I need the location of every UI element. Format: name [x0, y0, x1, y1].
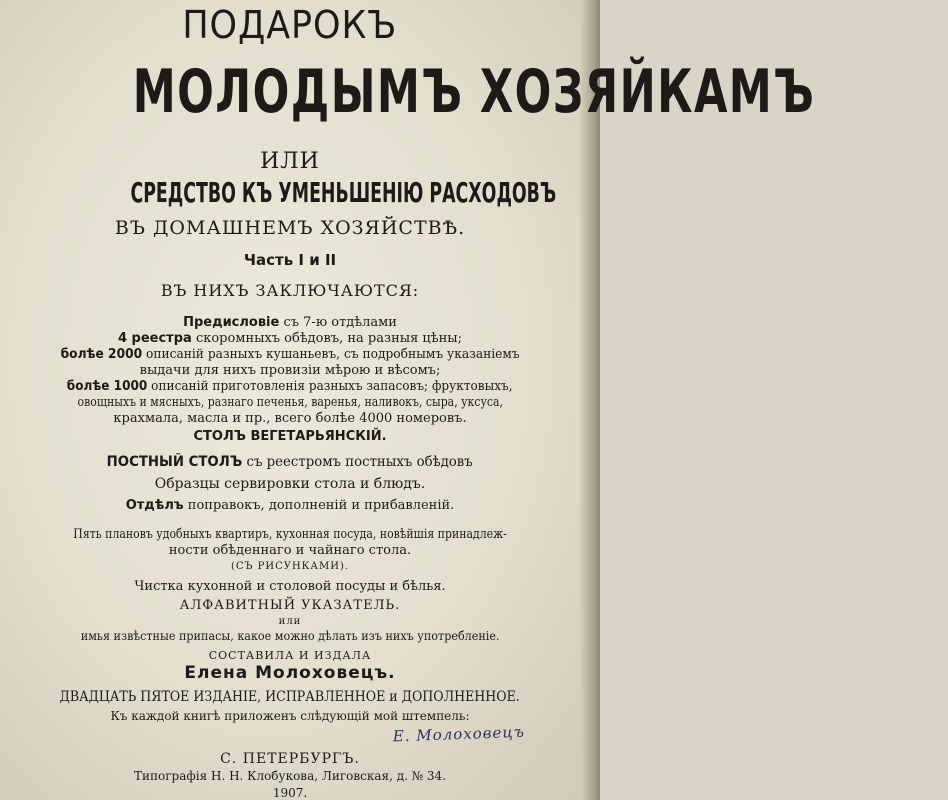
author-name: Елена Молоховецъ.: [184, 663, 396, 683]
title-line-3: СРЕДСТВО КЪ УМЕНЬШЕНІЮ РАСХОДОВЪ: [130, 176, 557, 209]
contents-heading: ВЪ НИХЪ ЗАКЛЮЧАЮТСЯ:: [160, 281, 420, 300]
contents-line-3: болѣе 2000 описаній разныхъ кушаньевъ, съ подробнымъ указаніемъ: [60, 347, 520, 362]
edition: ДВАДЦАТЬ ПЯТОЕ ИЗДАНІЕ, ИСПРАВЛЕННОЕ и ДОПОЛНЕННОЕ.: [59, 689, 521, 705]
contents-line-10: Образцы сервировки стола и блюдъ.: [154, 476, 426, 492]
contents-line-9: ПОСТНЫЙ СТОЛЪ съ реестромъ постныхъ обѣдовъ: [106, 454, 474, 470]
imprint-printer: Типографія Н. Н. Клобукова, Лиговская, д. № 34.: [134, 769, 446, 783]
title-line-4: ВЪ ДОМАШНЕМЪ ХОЗЯЙСТВѢ.: [114, 217, 466, 239]
contents-line-8: СТОЛЪ ВЕГЕТАРЬЯНСКІЙ.: [193, 429, 387, 444]
contents-line-12: Пять плановъ удобныхъ квартиръ, кухонная посуда, новѣйшія принадлеж-: [73, 527, 507, 542]
part-label: Часть I и II: [243, 251, 337, 269]
stamp-note: Къ каждой книгѣ приложенъ слѣдующій мой штемпель:: [110, 709, 470, 723]
or-1: ИЛИ: [260, 149, 320, 174]
title-line-2: МОЛОДЫМЪ ХОЗЯЙКАМЪ: [132, 57, 816, 127]
or-2: или: [278, 616, 302, 627]
title-line-1: ПОДАРОКЪ: [182, 3, 398, 47]
handwritten-signature: Е. Молоховецъ: [392, 722, 526, 746]
contents-line-6: овощныхъ и мясныхъ, разнаго печенья, варенья, наливокъ, сыра, уксуса,: [77, 395, 503, 410]
imprint-year: 1907.: [272, 786, 308, 800]
contents-line-16: АЛФАВИТНЫЙ УКАЗАТЕЛЬ.: [179, 598, 401, 613]
contents-line-5: болѣе 1000 описаній приготовленія разныхъ запасовъ; фруктовыхъ,: [67, 379, 513, 394]
contents-line-1: Предисловіе съ 7-ю отдѣлами: [183, 315, 397, 330]
contents-line-15: Чистка кухонной и столовой посуды и бѣлья.: [134, 579, 446, 594]
imprint-city: С. ПЕТЕРБУРГЪ.: [220, 751, 360, 767]
author-label: СОСТАВИЛА И ИЗДАЛА: [208, 649, 372, 662]
contents-line-4: выдачи для нихъ провизіи мѣрою и вѣсомъ;: [139, 363, 441, 378]
contents-line-13: ности обѣденнаго и чайнаго стола.: [168, 543, 412, 558]
contents-line-7: крахмала, масла и пр., всего болѣе 4000 номеровъ.: [113, 411, 467, 426]
contents-line-2: 4 реестра скоромныхъ обѣдовъ, на разныя цѣны;: [117, 331, 463, 346]
contents-line-14: (СЪ РИСУНКАМИ).: [230, 561, 350, 572]
contents-line-17: имья извѣстные припасы, какое можно дѣлать изъ нихъ употребленіе.: [80, 629, 500, 643]
contents-line-11: Отдѣлъ поправокъ, дополненій и прибавленій.: [125, 498, 455, 513]
